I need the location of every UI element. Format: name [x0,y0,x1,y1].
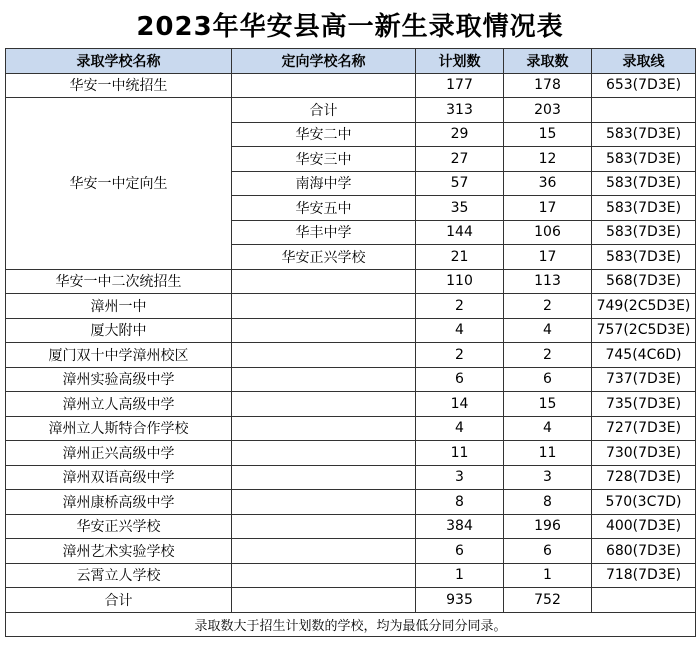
target-cell [232,588,416,613]
plan-cell: 4 [416,318,504,343]
plan-cell: 21 [416,245,504,270]
line-cell: 757(2C5D3E) [592,318,696,343]
plan-cell: 35 [416,196,504,221]
admit-cell: 3 [504,465,592,490]
plan-cell: 27 [416,147,504,172]
school-cell: 漳州实验高级中学 [6,367,232,392]
school-cell: 漳州立人斯特合作学校 [6,416,232,441]
target-cell [232,318,416,343]
admit-cell: 2 [504,343,592,368]
header-school: 录取学校名称 [6,49,232,74]
school-cell: 漳州一中 [6,294,232,319]
school-cell: 华安一中定向生 [6,98,232,270]
table-row [6,294,696,319]
total-row [6,588,696,613]
admit-cell: 11 [504,441,592,466]
school-cell: 漳州正兴高级中学 [6,441,232,466]
school-cell: 漳州艺术实验学校 [6,539,232,564]
line-cell: 735(7D3E) [592,392,696,417]
school-cell: 华安一中二次统招生 [6,269,232,294]
plan-cell: 6 [416,367,504,392]
admit-cell: 2 [504,294,592,319]
admit-cell: 6 [504,367,592,392]
table-row [6,563,696,588]
admit-cell: 17 [504,196,592,221]
line-cell: 749(2C5D3E) [592,294,696,319]
header-admit: 录取数 [504,49,592,74]
table-row [6,367,696,392]
table-row [6,441,696,466]
school-cell: 漳州双语高级中学 [6,465,232,490]
plan-cell: 110 [416,269,504,294]
line-cell: 583(7D3E) [592,220,696,245]
plan-cell: 1 [416,563,504,588]
school-cell: 厦门双十中学漳州校区 [6,343,232,368]
target-cell [232,563,416,588]
plan-cell: 313 [416,98,504,123]
plan-cell: 6 [416,539,504,564]
target-cell: 华安五中 [232,196,416,221]
plan-cell: 384 [416,514,504,539]
header-line: 录取线 [592,49,696,74]
plan-cell: 144 [416,220,504,245]
plan-cell: 3 [416,465,504,490]
plan-cell: 14 [416,392,504,417]
admit-cell: 203 [504,98,592,123]
admit-cell: 12 [504,147,592,172]
target-cell: 南海中学 [232,171,416,196]
plan-cell: 57 [416,171,504,196]
admit-cell: 6 [504,539,592,564]
admit-cell: 106 [504,220,592,245]
admit-cell: 196 [504,514,592,539]
note-row [6,612,696,637]
school-cell: 华安正兴学校 [6,514,232,539]
line-cell: 737(7D3E) [592,367,696,392]
line-cell: 583(7D3E) [592,171,696,196]
plan-cell: 8 [416,490,504,515]
admit-cell: 17 [504,245,592,270]
table-row [6,514,696,539]
total-label: 合计 [6,588,232,613]
page-title: 2023年华安县高一新生录取情况表 [136,12,564,42]
school-cell: 漳州康桥高级中学 [6,490,232,515]
table-row [6,343,696,368]
line-cell [592,98,696,123]
plan-cell: 177 [416,73,504,98]
total-admit: 752 [504,588,592,613]
line-cell: 653(7D3E) [592,73,696,98]
table-row [6,392,696,417]
line-cell: 745(4C6D) [592,343,696,368]
admit-cell: 4 [504,318,592,343]
admit-cell: 113 [504,269,592,294]
line-cell: 583(7D3E) [592,122,696,147]
line-cell: 400(7D3E) [592,514,696,539]
table-header-row [6,49,696,74]
admit-cell: 8 [504,490,592,515]
line-cell: 680(7D3E) [592,539,696,564]
school-cell: 华安一中统招生 [6,73,232,98]
admit-cell: 1 [504,563,592,588]
line-cell: 730(7D3E) [592,441,696,466]
target-cell [232,539,416,564]
table-row [6,465,696,490]
target-cell [232,367,416,392]
line-cell: 583(7D3E) [592,196,696,221]
target-cell [232,416,416,441]
line-cell: 728(7D3E) [592,465,696,490]
total-plan: 935 [416,588,504,613]
line-cell: 568(7D3E) [592,269,696,294]
school-cell: 云霄立人学校 [6,563,232,588]
target-cell: 华丰中学 [232,220,416,245]
target-cell [232,490,416,515]
admit-cell: 36 [504,171,592,196]
plan-cell: 4 [416,416,504,441]
line-cell: 727(7D3E) [592,416,696,441]
school-cell: 厦大附中 [6,318,232,343]
target-cell [232,465,416,490]
line-cell: 583(7D3E) [592,245,696,270]
target-cell [232,514,416,539]
line-cell [592,588,696,613]
target-cell [232,294,416,319]
table-row [6,490,696,515]
school-cell: 漳州立人高级中学 [6,392,232,417]
plan-cell: 2 [416,343,504,368]
line-cell: 583(7D3E) [592,147,696,172]
table-row [6,73,696,98]
target-cell: 华安二中 [232,122,416,147]
table-row [6,269,696,294]
line-cell: 718(7D3E) [592,563,696,588]
plan-cell: 2 [416,294,504,319]
footnote: 录取数大于招生计划数的学校，均为最低分同分同录。 [6,612,696,637]
admission-table [5,48,696,637]
header-target-school: 定向学校名称 [232,49,416,74]
plan-cell: 29 [416,122,504,147]
plan-cell: 11 [416,441,504,466]
admit-cell: 178 [504,73,592,98]
target-cell [232,441,416,466]
target-cell: 华安三中 [232,147,416,172]
target-cell: 合计 [232,98,416,123]
table-body [6,73,696,588]
header-plan: 计划数 [416,49,504,74]
table-row [6,318,696,343]
target-cell [232,392,416,417]
admit-cell: 15 [504,392,592,417]
target-cell [232,73,416,98]
table-row [6,539,696,564]
target-cell: 华安正兴学校 [232,245,416,270]
admit-cell: 4 [504,416,592,441]
admit-cell: 15 [504,122,592,147]
table-row [6,98,696,123]
target-cell [232,343,416,368]
table-row [6,416,696,441]
line-cell: 570(3C7D) [592,490,696,515]
target-cell [232,269,416,294]
